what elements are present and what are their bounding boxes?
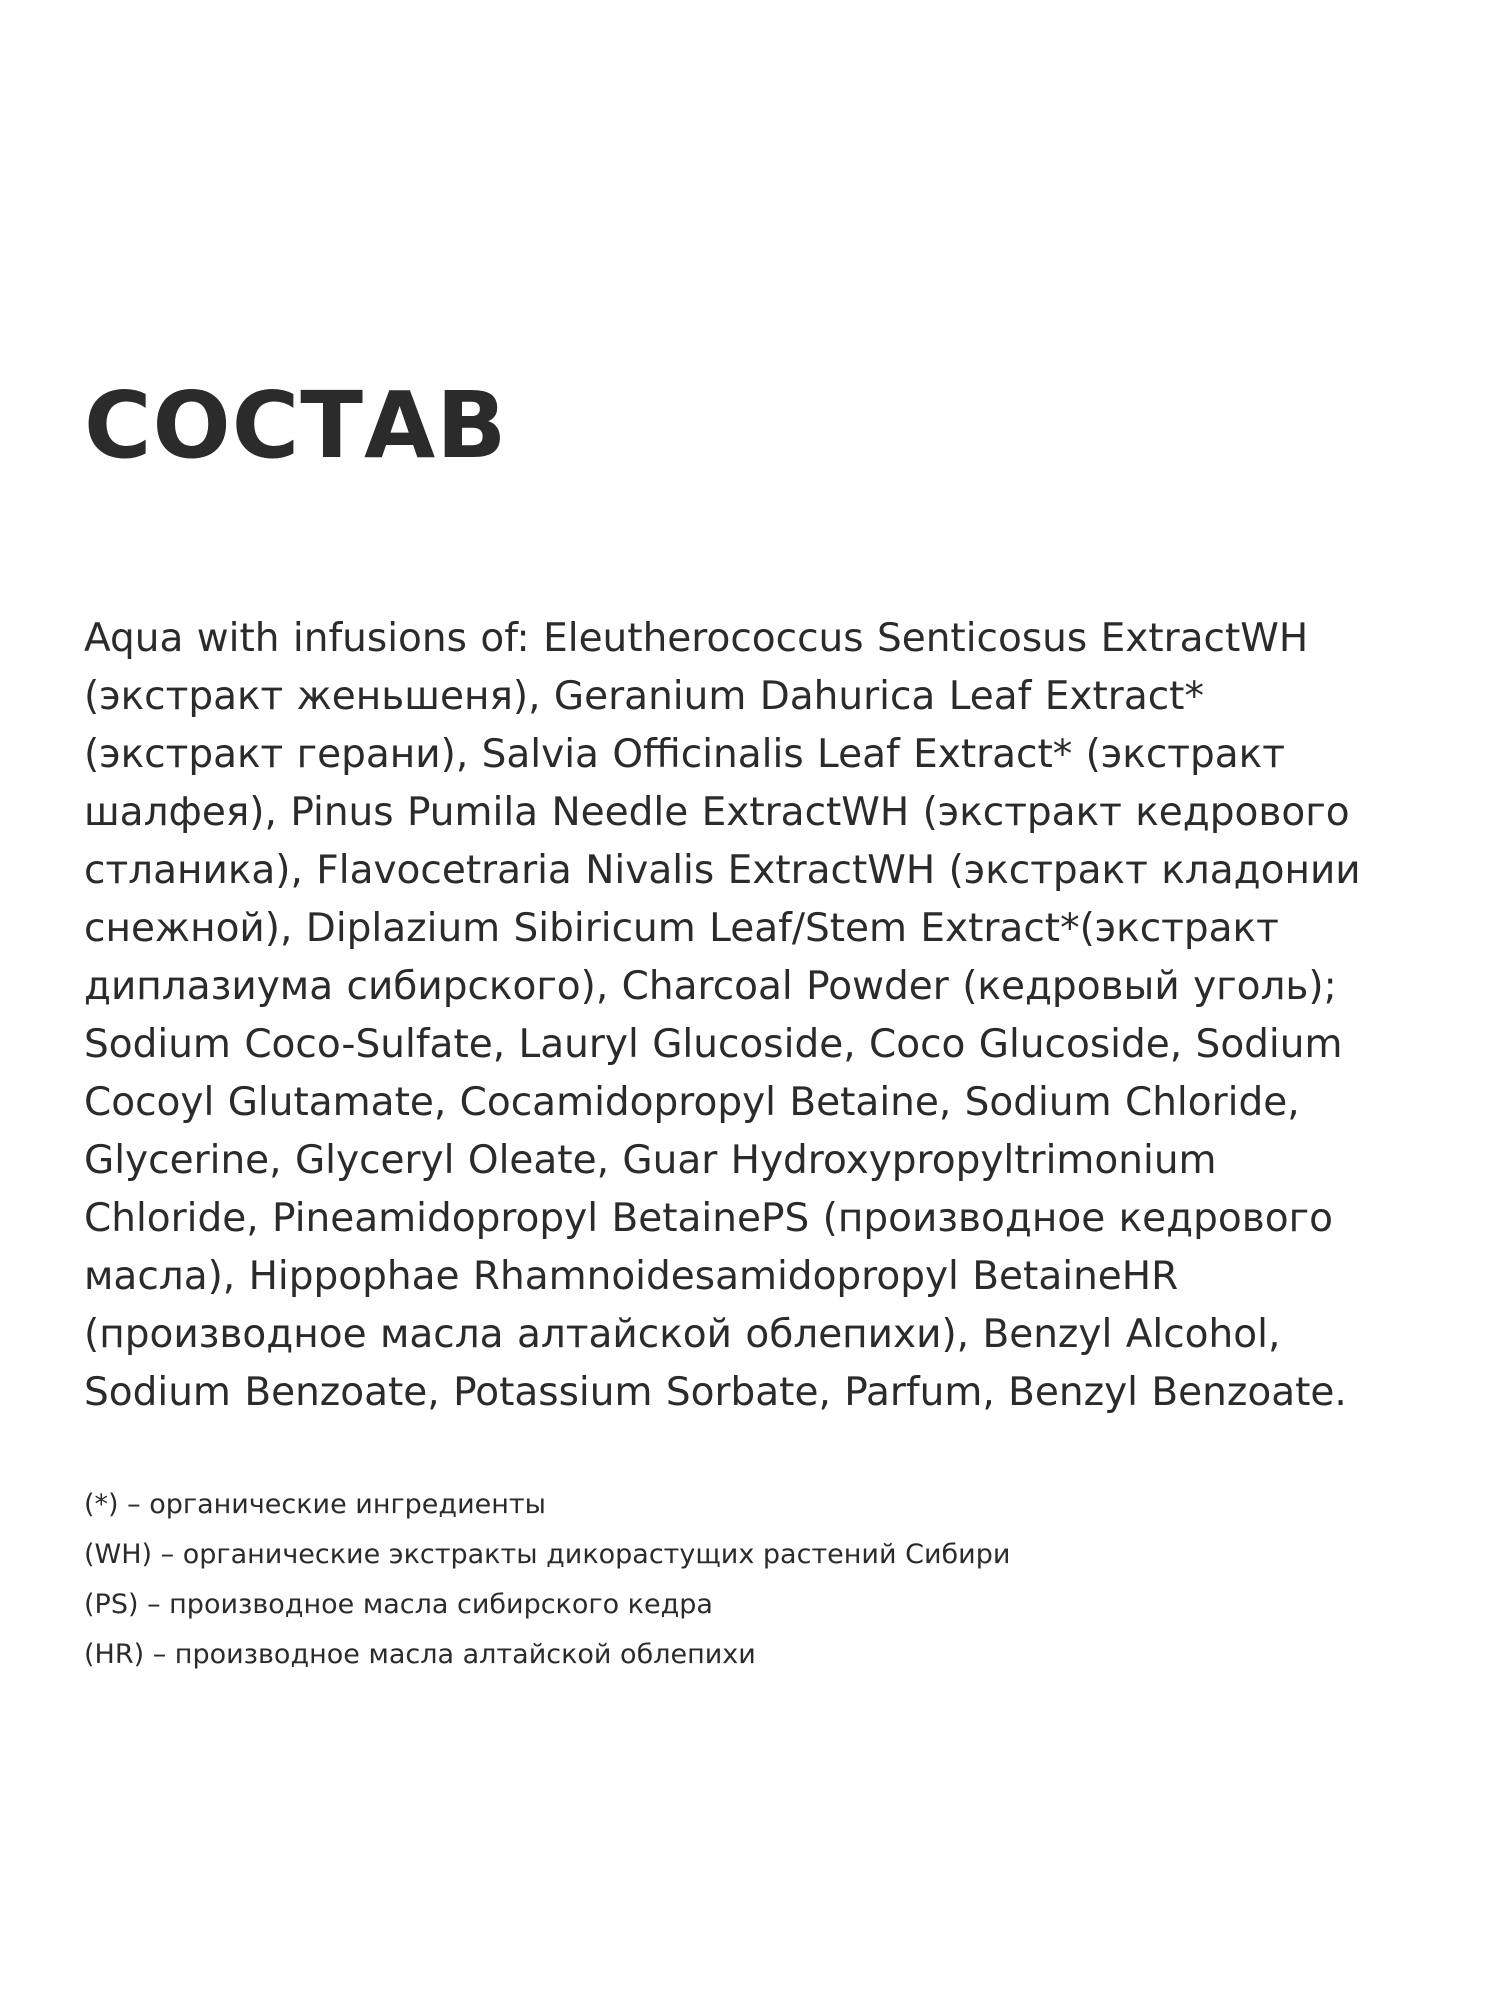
ingredients-line: (производное масла алтайской облепихи), Benzyl Alcohol, xyxy=(84,1312,1281,1357)
ingredients-line: Glycerine, Glyceryl Oleate, Guar Hydroxypropyltrimonium xyxy=(84,1138,1217,1183)
ingredients-line: Chloride, Pineamidopropyl BetainePS (производное кедрового xyxy=(84,1196,1333,1241)
ingredients-line: (экстракт женьшеня), Geranium Dahurica Leaf Extract* xyxy=(84,674,1204,719)
page-title: СОСТАВ xyxy=(84,372,508,479)
ingredients-line: масла), Hippophae Rhamnoidesamidopropyl BetaineHR xyxy=(84,1254,1179,1299)
ingredients-line: Aqua with infusions of: Eleutherococcus Senticosus ExtractWH xyxy=(84,616,1309,661)
ingredients-text xyxy=(84,610,1444,1422)
ingredients-line: снежной), Diplazium Sibiricum Leaf/Stem Extract*(экстракт xyxy=(84,906,1279,951)
ingredients-line: диплазиума сибирского), Charcoal Powder (кедровый уголь); xyxy=(84,964,1337,1009)
footnote-organic: (*) – органические ингредиенты xyxy=(84,1489,546,1520)
ingredients-line: Sodium Coco-Sulfate, Lauryl Glucoside, Coco Glucoside, Sodium xyxy=(84,1022,1343,1067)
footnote-wild-harvested: (WH) – органические экстракты дикорастущих растений Сибири xyxy=(84,1539,1011,1570)
footnotes-list xyxy=(84,1480,1010,1680)
ingredients-line: (экстракт герани), Salvia Officinalis Leaf Extract* (экстракт xyxy=(84,732,1285,777)
ingredients-line: Cocoyl Glutamate, Cocamidopropyl Betaine, Sodium Chloride, xyxy=(84,1080,1300,1125)
ingredients-line: Sodium Benzoate, Potassium Sorbate, Parfum, Benzyl Benzoate. xyxy=(84,1370,1347,1415)
ingredients-line: стланика), Flavocetraria Nivalis ExtractWH (экстракт кладонии xyxy=(84,848,1361,893)
ingredients-line: шалфея), Pinus Pumila Needle ExtractWH (экстракт кедрового xyxy=(84,790,1350,835)
footnote-sea-buckthorn-derivative: (HR) – производное масла алтайской облепихи xyxy=(84,1639,756,1670)
footnote-pine-derivative: (PS) – производное масла сибирского кедра xyxy=(84,1589,713,1620)
